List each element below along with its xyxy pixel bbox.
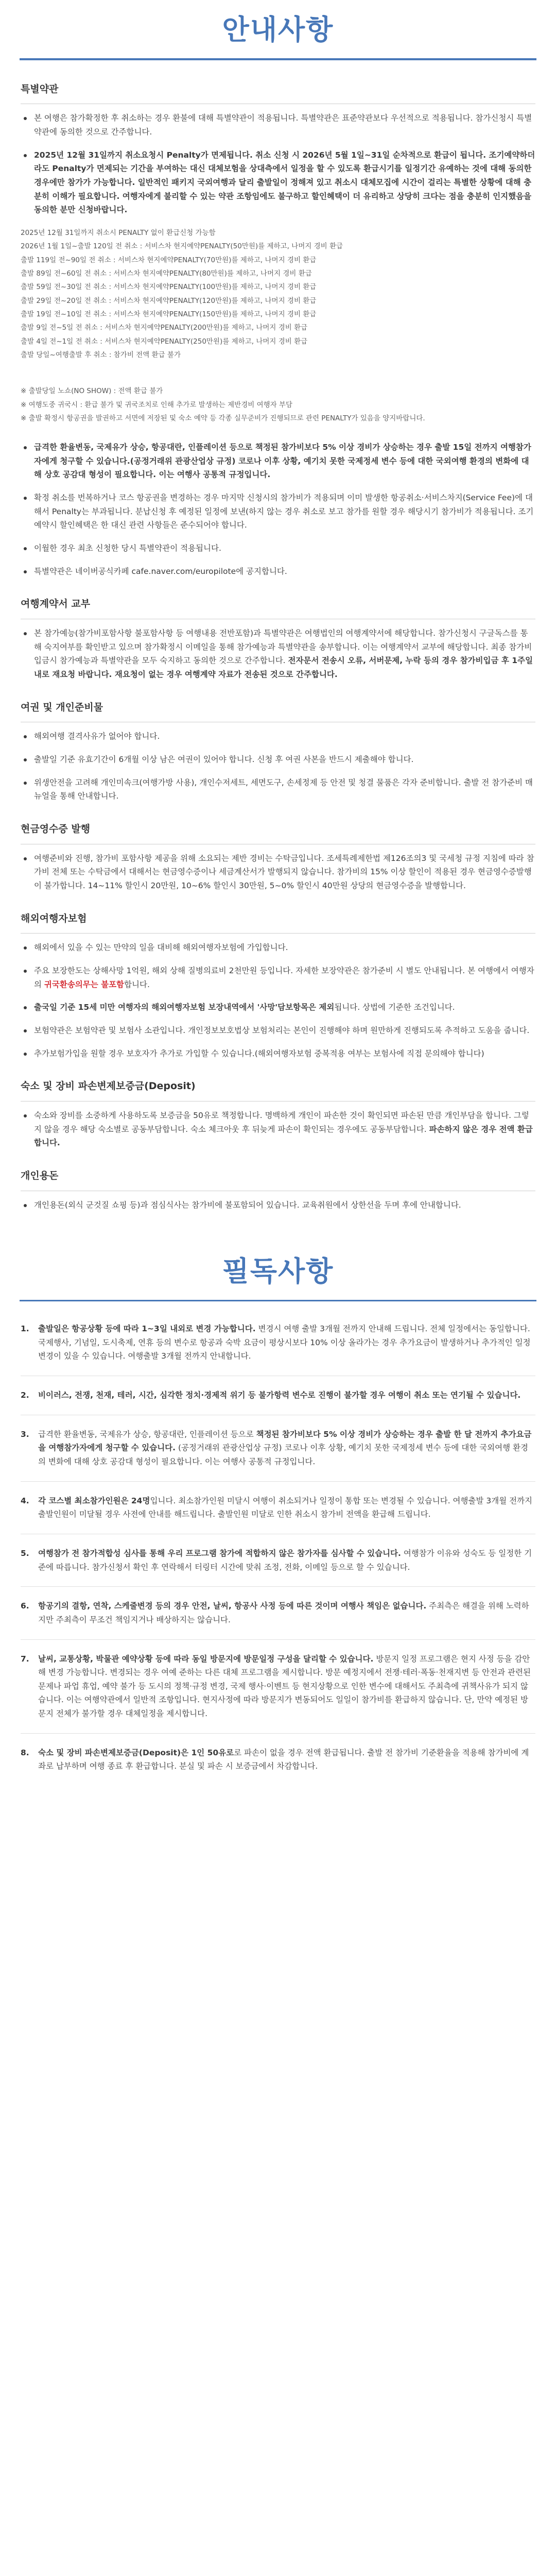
text-run: 전자문서 전송시 오류, 서버문제, 누락 등의 경우 참가비입금 후 1주일 내로 재요청 바랍니다. 재요청이 없는 경우 여행계약 자료가 전송된 것으로 간주합니다. [34,656,533,680]
text-run: 해외에서 있을 수 있는 만약의 일을 대비해 해외여행자보험에 가입합니다. [34,943,288,953]
item-number: 6. [21,1601,29,1611]
penalty-line: 출발 19일 전~10일 전 취소 : 서비스차 현지예약PENALTY(150만원)를 제하고, 나머지 경비 환급 [21,310,317,318]
penalty-line: 2025년 12월 31일까지 취소시 PENALTY 없이 환급신청 가능함 [21,229,216,238]
bullet-item [34,1024,535,1038]
text-run: 합니다. [124,979,150,989]
text-run: 위생안전을 고려해 개인미속크(여행가방 사용), 개인수저세트, 세면도구, 손세정제 등 안전 및 청결 물품은 각자 준비합니다. 출발 전 참가준비 매뉴얼을 통해 안내합니다. [34,777,533,801]
bullet-item [34,491,535,532]
section-heading: 숙소 및 장비 파손변제보증금(Deposit) [21,1078,535,1101]
text-run: 추가보험가입을 원할 경우 보호자가 추가로 가입할 수 있습니다.(해외여행자보험 중복적용 여부는 보험사에 직접 문의해야 합니다) [34,1048,484,1058]
text-run: 파손하지 않은 경우 전액 환급합니다. [34,1124,533,1148]
penalty-line: 출발 89일 전~60일 전 취소 : 서비스차 현지예약PENALTY(80만원)를 제하고, 나머지 경비 환급 [21,269,312,278]
must-read-list [0,1322,556,1786]
text-run: 방문지 일정 프로그램은 현지 사정 등을 감안해 변경 가능합니다. 변경되는 경우 여예 준하는 다른 대체 프로그램을 제시합니다. 방문 예정지에서 전쟁·테러·폭동·천재지변 등 안전과 관련된 문제나 파업 휴업, 예약 불가 등 도시의 정책·규정 변경, 국제 행사·이벤트 등 현지상황으로 인한 변수에 대해서도 주최측에 귀책사유가 되지 않습니다. 이는 여행약관에서 일반적 조항입니다. 현지사정에 따라 방문지가 변동되어도 일일이 참가비를 환급하지 않습니다. 단, 만약 예정된 방문지 전체가 불가할 경우 대체일정을 제시합니다. [38,1654,531,1719]
text-run: 변경시 여행 출발 3개월 전까지 안내해 드립니다. 전체 일정에서는 동일합니다. 국제행사, 기념일, 도시축제, 연휴 등의 변수로 항공과 숙박 요금이 평상시보다 10% 이상 올라가는 경우 추가요금이 발생하거나 추가적인 일정변경이 있을 수 있습니다. 여행출발 3개월 전까지 안내합니다. [38,1324,531,1361]
must-read-item [21,1494,535,1534]
text-run: 특별약관은 네이버공식카페 cafe.naver.com/europilote에 공지합니다. [34,566,287,576]
text-run: 해외여행 결격사유가 없어야 합니다. [34,732,160,741]
text-run: 날씨, 교통상황, 박물관 예약상황 등에 따라 동일 방문지에 방문일정 구성을 달리할 수 있습니다. [38,1654,374,1664]
bullet-item [34,964,535,991]
spacer [21,428,535,440]
text-run: 보험약관은 보험약관 및 보험사 소관입니다. 개인정보보호법상 보험처리는 본인이 진행해야 하며 원만하게 진행되도록 추적하고 도움을 줍니다. [34,1025,530,1035]
bullet-item [34,941,535,955]
bullet-list [21,1198,535,1212]
must-read-item [21,1652,535,1734]
must-read-item [21,1322,535,1376]
text-run: 입니다. 최소참가인원 미달시 여행이 취소되거나 일정이 통합 또는 변경될 수 있습니다. 여행출발 3개월 전까지 출발인원이 미달될 경우 사전에 안내를 해드립니다. 출발인원 미달로 인한 취소시 참가비 전액을 환급해 드립니다. [38,1496,533,1519]
penalty-line: 출발 4일 전~1일 전 취소 : 서비스차 현지예약PENALTY(250만원)를 제하고, 나머지 경비 환급 [21,337,308,346]
note-line: ※ 출발 확정시 항공권을 발권하고 서면에 저장된 및 숙소 예약 등 각종 실무준비가 진행되므로 관련 PENALTY가 있음을 양지바랍니다. [21,414,425,422]
bullet-item [34,440,535,482]
item-number: 7. [21,1654,29,1664]
bullet-list [21,626,535,682]
text-run: 비이러스, 전쟁, 천재, 테러, 시간, 심각한 정치·경제적 위기 등 불가항력 변수로 진행이 불가할 경우 여행이 취소 또는 연기될 수 있습니다. [38,1390,521,1400]
note-line: ※ 출발당일 노쇼(NO SHOW) : 전액 환급 불가 [21,387,163,396]
text-run: 급격한 환율변동, 국제유가 상승, 항공대란, 인플레이션 등으로 책정된 참가비보다 5% 이상 경비가 상승하는 경우 출발 15일 전까지 여행참가자에게 청구할 수 있습니다.(공정거래위 관광산업상 규정) 코로나 이후 상황, 예기치 못한 국제정세 변수 등에 대한 국외여행 환경의 변화에 대해 상호 공감대 형성이 필요합니다. 이는 여행사 공통적 규정입니다. [34,443,531,480]
item-number: 2. [21,1390,29,1400]
page-title: 안내사항 [222,13,334,46]
penalty-line: 2026년 1월 1일~출발 120일 전 취소 : 서비스차 현지예약PENALTY(50만원)를 제하고, 나머지 경비 환급 [21,242,343,251]
section-heading: 특별약관 [21,81,535,105]
bullet-item [34,776,535,803]
text-run: 항공기의 결항, 연착, 스케줄변경 등의 경우 안전, 날씨, 항공사 사정 등에 따른 것이며 여행사 책임은 없습니다. [38,1601,427,1611]
item-number: 3. [21,1429,29,1439]
penalty-line: 출발 당일~여행출발 후 취소 : 참가비 전액 환급 불가 [21,350,181,359]
text-run: 2025년 12월 31일까지 취소요청시 Penalty가 면제됩니다. 취소 신청 시 2026년 5월 1일~31일 순차적으로 환급이 됩니다. 조기예약하더라도 Penalty가 면제되는 기간을 부여하는 대신 대체보험을 상대측에서 일정을 할 수 있도록 환급시기를 일정기간 유예하는 것에 대해 동의한 경우에만 참가가 가능합니다. 일반적인 패키지 국외여행과 달리 출발일이 정해져 있고 취소시 대체모집에 시간이 걸리는 특별한 상황에 대해 충분히 이해가 필요합니다. 여행자에게 불리할 수 있는 약관 조항임에도 불구하고 할인혜택이 더 유리하고 상당히 크다는 점을 충분히 인지했음을 동의한 분만 신청바랍니다. [34,150,535,215]
penalty-line: 출발 119일 전~90일 전 취소 : 서비스차 현지예약PENALTY(70만원)를 제하고, 나머지 경비 환급 [21,256,317,264]
text-run: 출발일은 항공상황 등에 따라 1~3일 내외로 변경 가능합니다. [38,1324,256,1333]
bullet-item [34,1109,535,1150]
text-run: 됩니다. 상법에 기준한 조건입니다. [334,1003,455,1012]
title-divider [20,58,536,60]
bullet-item [34,626,535,682]
bullet-item [34,1001,535,1014]
penalty-notes [21,384,535,425]
bullet-item [34,852,535,893]
text-run: 본 여행은 참가확정한 후 취소하는 경우 환불에 대해 특별약관이 적용됩니다. 특별약관은 표준약관보다 우선적으로 적용됩니다. 참가신청시 특별약관에 동의한 것으로 간주합니다. [34,113,532,137]
text-run: (공정거래위 관광산업상 규정) 코로나 이후 상황, 예기치 못한 국제정세 변수 등에 대한 국외여행 환경의 변화에 대해 상호 공감대 형성이 필요합니다. 이는 여행사 공통적 규정입니다. [38,1443,528,1466]
bullet-item [34,1198,535,1212]
section-heading: 여행계약서 교부 [21,596,535,619]
text-run: 출국일 기준 15세 미만 여행자의 해외여행자보험 보장내역에서 '사망'담보항목은 제외 [34,1003,335,1012]
item-number: 5. [21,1548,29,1558]
section-heading: 현금영수증 발행 [21,821,535,844]
must-read-divider [20,1300,536,1301]
text-run: 주요 보장한도는 상해사망 1억원, 해외 상해 질병의료비 2천만원 등입니다. 자세한 보장약관은 참가준비 시 별도 안내됩니다. 본 여행에서 여행자의 [34,965,534,989]
text-run: 여행준비와 진행, 참가비 포함사항 제공을 위해 소요되는 제반 경비는 수탁금입니다. 조세특례제한법 제126조의3 및 국세청 규정 지침에 따라 참가비 전체 또는 수탁금에서 대해서는 현금영수증이나 세금계산서가 발행되지 않습니다. 참가비의 15% 이상 할인이 적용된 경우 현금영수증발행이 불가합니다. 14~11% 할인시 20만원, 10~6% 할인시 30만원, 5~0% 할인시 40만원 상당의 현금영수증을 발행합니다. [34,853,534,890]
must-read-item [21,1746,535,1786]
text-run: 각 코스별 최소참가인원은 24명 [38,1496,150,1505]
text-run: 책정된 참가비보다 5% 이상 경비가 상승하는 경우 출발 한 달 전까지 추가요금을 여행참가자에게 청구할 수 있습니다. [38,1429,532,1453]
must-read-item [21,1428,535,1482]
item-number: 4. [21,1496,29,1505]
must-read-title: 필독사항 [222,1255,334,1288]
bullet-item [34,541,535,555]
section-heading: 해외여행자보험 [21,910,535,934]
text-run: 본 참가예능(참가비포함사항 불포함사항 등 여행내용 전반포함)과 특별약관은 여행법인의 여행계약서에 해당합니다. 참가신청시 구글독스를 통해 숙지여부를 확인받고 있으며 참가확정시 이메일을 통해 참가예능과 특별약관을 송부합니다. 이는 여행계약서 교부에 해당합니다. 최종 참가비입금시 참가예능과 특별약관을 모두 숙지하고 동의한 것으로 간주합니다. [34,629,532,666]
penalty-line: 출발 59일 전~30일 전 취소 : 서비스차 현지예약PENALTY(100만원)를 제하고, 나머지 경비 환급 [21,283,317,292]
notice-sections [0,81,556,1212]
item-number: 8. [21,1748,29,1757]
text-run: 여행참가 전 참가적합성 심사를 통해 우리 프로그램 참가에 적합하지 않은 참가자를 심사할 수 있습니다. [38,1548,401,1558]
text-run: 숙소 및 장비 파손변제보증금(Deposit)은 1인 50유로 [38,1748,234,1757]
bullet-item [34,148,535,217]
bullet-list [21,440,535,578]
bullet-item [34,111,535,139]
penalty-line: 출발 29일 전~20일 전 취소 : 서비스차 현지예약PENALTY(120만원)를 제하고, 나머지 경비 환급 [21,296,317,305]
penalty-line: 출발 9일 전~5일 전 취소 : 서비스차 현지예약PENALTY(200만원)를 제하고, 나머지 경비 환급 [21,324,308,332]
item-number: 1. [21,1324,29,1333]
must-read-item [21,1547,535,1587]
text-run: 출발일 기준 유효기간이 6개월 이상 남은 여권이 있어야 합니다. 신청 후 여권 사본을 반드시 제출해야 합니다. [34,755,414,764]
bullet-list [21,111,535,217]
text-run: 숙소와 장비를 소중하게 사용하도록 보증금을 50유로 책정합니다. 명백하게 개인이 파손한 것이 확인되면 파손된 만큼 개인부담을 합니다. 그렇지 않을 경우 해당 숙소별로 공동부담합니다. 숙소 체크아웃 후 뒤늦게 파손이 확인되는 경우에도 공동부담합니다. [34,1110,529,1134]
bullet-list [21,1109,535,1150]
bullet-item [34,753,535,767]
bullet-item [34,730,535,743]
text-run: 확정 취소를 번복하거나 코스 항공권을 변경하는 경우 마지막 신청시의 참가비가 적용되며 이미 발생한 항공취소·서비스차지(Service Fee)에 대해서 Penalty는 부과됩니다. 분납신청 후 예정된 일정에 보낸(하지 않는 경우 취소로 보고 참가를 원할 경우 해당시기 참가비가 적용됩니다. 조기예약시 할인혜택은 한 대신 관련 사항들은 준수되어야 합니다. [34,493,534,530]
bullet-item [34,1047,535,1061]
section-heading: 여권 및 개인준비물 [21,699,535,723]
text-run: 귀국환송의무는 불포함 [44,979,125,989]
must-read-item [21,1388,535,1415]
section-heading: 개인용돈 [21,1167,535,1191]
text-run: 급격한 환율변동, 국제유가 상승, 항공대란, 인플레이션 등으로 [38,1429,256,1439]
text-run: 로 파손이 없을 경우 전액 환급됩니다. 출발 전 참가비 기준환율을 적용해 참가비에 계좌로 납부하며 여행 종료 후 환급합니다. 분실 및 파손 시 보증금에서 차감합니다. [38,1748,529,1771]
text-run: 이월한 경우 최초 신청한 당시 특별약관이 적용됩니다. [34,544,221,553]
text-run: 개인용돈(외식 군것질 쇼핑 등)과 점심식사는 참가비에 불포함되어 있습니다. 교육취원에서 상한선을 두며 후에 안내합니다. [34,1200,461,1210]
note-line: ※ 여행도중 귀국시 : 환급 불가 및 귀국조치로 인해 추가로 발생하는 제반경비 여행자 부담 [21,400,293,409]
spacer [21,365,535,377]
bullet-list [21,730,535,803]
bullet-item [34,565,535,579]
must-read-item [21,1599,535,1639]
bullet-list [21,941,535,1060]
penalty-schedule [21,226,535,362]
bullet-list [21,852,535,893]
text-run: 여행참가 이유와 성숙도 등 일정한 기준에 따릅니다. 참가신청서 확인 후 연락해서 터링터 시간에 맞춰 조정, 전화, 이메일 등으로 할 수 있습니다. [38,1548,532,1572]
text-run: 주최측은 해결을 위해 노력하지만 주최측이 무조건 책임지거나 배상하지는 않습니다. [38,1601,529,1624]
